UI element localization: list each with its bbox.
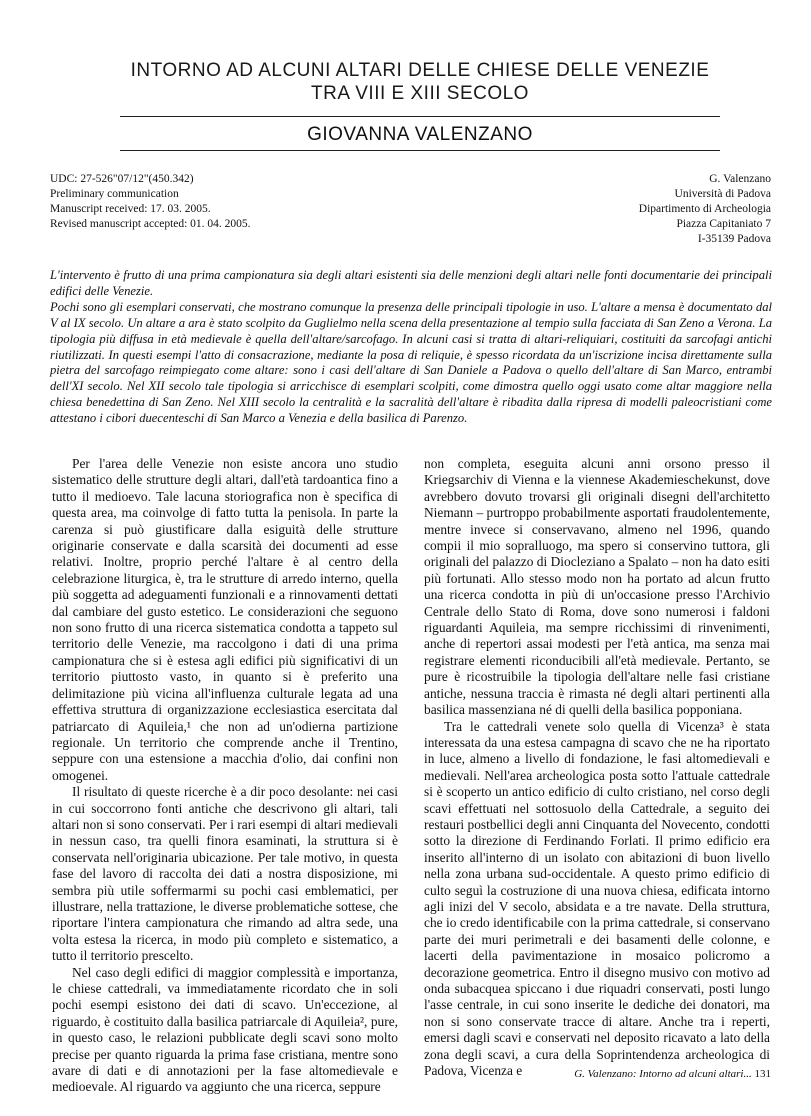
abstract-paragraph: Pochi sono gli esemplari conservati, che mostrano comunque la presenza delle principali tipologie in uso. L'altare a mensa è documentato dal V al IX secolo. Un altare a ara è stato scolpito da Guglielmo nella scena della presentazione al tempio sulla facciata di San Zeno a Verona. La tipologia più diffusa in età medievale è quella dell'altare/sarcofago. In alcuni casi si tratta di altari-reliquiari, costituiti da sarcofagi antichi riutilizzati. In questi esempi l'atto di consacrazione, mediante la posa di reliquie, è spesso ricordata da un'iscrizione incisa direttamente sulla pietra del sarcofago reimpiegato come altare: sono i casi dell'altare di San Daniele a Padova o quello dell'altare di San Marco, entrambi dell'XI secolo. Nel XII secolo tale tipologia si arricchisce di esemplari scolpiti, come dimostra quello oggi usato come altar maggiore nella chiesa benedettina di San Zeno. Nel XIII secolo la centralità e la sacralità dell'altare è ribadita dalla ripresa di modelli paleocristiani come attestano i cibori duecenteschi di San Marco a Venezia e della basilica di Parenzo. (50, 299, 772, 426)
address-department: Dipartimento di Archeologia (638, 203, 771, 215)
page-footer (574, 1068, 771, 1080)
accepted-date: Revised manuscript accepted: 01. 04. 2005. (50, 218, 251, 230)
abstract-paragraph: L'intervento è frutto di una prima campionatura sia degli altari esistenti sia delle menzioni degli altari nelle fonti documentarie dei principali edifici delle Venezie. (50, 268, 772, 298)
publication-metadata (50, 172, 251, 232)
article-title-line-2: TRA VIII E XIII SECOLO (311, 83, 529, 104)
body-paragraph: Il risultato di queste ricerche è a dir poco desolante: nei casi in cui soccorrono fonti antiche che descrivono gli altari, tali altari non si sono conservati. Per i rari esempi di altari medievali in nessun caso, tra quelli finora esaminati, la struttura si è conservata nell'originaria ubicazione. Per tale motivo, in questa fase del lavoro di raccolta dei dati a nostra disposizione, mi sembra più utile soffermarmi su pochi casi emblematici, per illustrare, nella trattazione, le diverse problematiche sottese, che riportare l'intera campionatura che rimando ad altra sede, una volta estesa la ricerca, in modo più completo e sistematico, a tutto il territorio prescelto. (52, 784, 398, 964)
address-city: I-35139 Padova (697, 233, 771, 245)
author-divider (120, 150, 720, 151)
author-name: GIOVANNA VALENZANO (307, 124, 533, 145)
author-address (639, 172, 771, 247)
address-name: G. Valenzano (709, 173, 771, 185)
address-street: Piazza Capitaniato 7 (676, 218, 771, 230)
article-title-line-1: INTORNO AD ALCUNI ALTARI DELLE CHIESE DELLE VENEZIE (130, 60, 710, 81)
article-type: Preliminary communication (50, 188, 179, 200)
body-column-right (424, 456, 770, 1079)
body-paragraph: Tra le cattedrali venete solo quella di Vicenza³ è stata interessata da una estesa campagna di scavo che ne ha riportato in luce, almeno a livello di fondazione, le fasi altomedievali e medievali. Nell'area archeologica posta sotto l'attuale cattedrale si è scoperto un antico edificio di culto cristiano, nel corso degli scavi effettuati nel sottosuolo della Cattedrale, a seguito dei restauri postbellici degli anni Cinquanta del Novecento, condotti sotto la direzione di Ferdinando Forlati. Il primo edificio era inserito all'interno di un isolato con abitazioni di buon livello nella zona urbana sud-occidentale. A questo primo edificio di culto seguì la costruzione di una nuova chiesa, edificata intorno agli inizi del V secolo, absidata e a tre navate. Della struttura, che io credo identificabile con la prima cattedrale, si conservano parte dei muri perimetrali e dei basamenti delle colonne, e lacerti della pavimentazione in mosaico policromo a decorazione geometrica. Entro il disegno musivo con motivo ad onda subacquea spiccano i due riquadri conservati, posti lungo l'asse centrale, in cui sono inserite le dediche dei donatori, ma non si sono conservate tracce di altare. Anche tra i reperti, emersi dagli scavi e conservati nel deposito ricavato a lato della zona degli scavi, a cura della Soprintendenza archeologica di Padova, Vicenza e (424, 718, 770, 1079)
udc-code: UDC: 27-526"07/12"(450.342) (50, 173, 194, 185)
page-number: 131 (754, 1068, 771, 1080)
body-paragraph: Per l'area delle Venezie non esiste ancora uno studio sistematico delle strutture degli altari, dall'età tardoantica fino a tutto il medioevo. Tale lacuna storiografica non è specifica di questa area, ma coinvolge di fatto tutta la penisola. In parte la carenza si può giustificare dalla esiguità delle strutture originarie conservate e dalla scarsità dei documenti ad esse relativi. Inoltre, proprio perché l'altare è al centro della celebrazione liturgica, è, tra le strutture di arredo interno, quella più soggetta ad adeguamenti funzionali e a rinnovamenti dettati dal cambiare del gusto estetico. Le considerazioni che seguono non sono frutto di una ricerca sistematica condotta a tappeto sul territorio delle Venezie, ma raccolgono i dati di una prima campionatura che si è estesa agli edifici più significativi di un territorio piuttosto vasto, in quanto si è preferito una delimitazione più vicina all'influenza culturale legata ad una effettiva struttura di organizzazione ecclesiastica esercitata dal patriarcato di Aquileia,¹ che non ad un'odierna partizione regionale. Un territorio che comprende anche il Trentino, seppure con una estensione a macchia d'olio, dai confini non omogenei. (52, 456, 398, 783)
running-title: G. Valenzano: Intorno ad alcuni altari... (574, 1068, 752, 1080)
abstract (50, 268, 772, 427)
title-divider (120, 116, 720, 117)
address-university: Università di Padova (674, 188, 771, 200)
body-paragraph: Nel caso degli edifici di maggior complessità e importanza, le chiese cattedrali, va immediatamente ricordato che in soli pochi esempi esistono dei dati di scavo. Un'eccezione, al riguardo, è costituito dalla basilica patriarcale di Aquileia², pure, in questo caso, le relazioni pubblicate degli scavi sono molto precise per quanto riguarda la prima fase cristiana, mentre sono avare di dati e di annotazioni per la fase altomedievale e medioevale. Al riguardo va aggiunto che una ricerca, seppure (52, 964, 398, 1095)
body-column-left (52, 456, 398, 1096)
received-date: Manuscript received: 17. 03. 2005. (50, 203, 211, 215)
body-paragraph: non completa, eseguita alcuni anni orsono presso il Kriegsarchiv di Vienna e la viennese Akademieschekunst, dove avrebbero dovuto trovarsi gli originali disegni dell'architetto Niemann – purtroppo probabilmente asportati fraudolentemente, mentre invece si conservavano, almeno nel 1996, quando compii il mio sopralluogo, ma spero si conservino tuttora, gli originali del palazzo di Diocleziano a Spalato – non ha dato esiti più fortunati. Allo stesso modo non ha portato ad alcun frutto una ricerca condotta in più di un'occasione presso l'Archivio Centrale dello Stato di Roma, dove sono numerosi i faldoni riguardanti Aquileia, ma sempre ricchissimi di rinvenimenti, anche di repertori assai modesti per l'età antica, ma senza mai registrare elementi riconducibili all'età medievale. Pertanto, se pure è ricostruibile la tipologia dell'altare nelle fasi cristiane antiche, nessuna traccia è rimasta né degli altari pertinenti alla basilica massenziana né di quelli della basilica popponiana. (424, 456, 770, 718)
